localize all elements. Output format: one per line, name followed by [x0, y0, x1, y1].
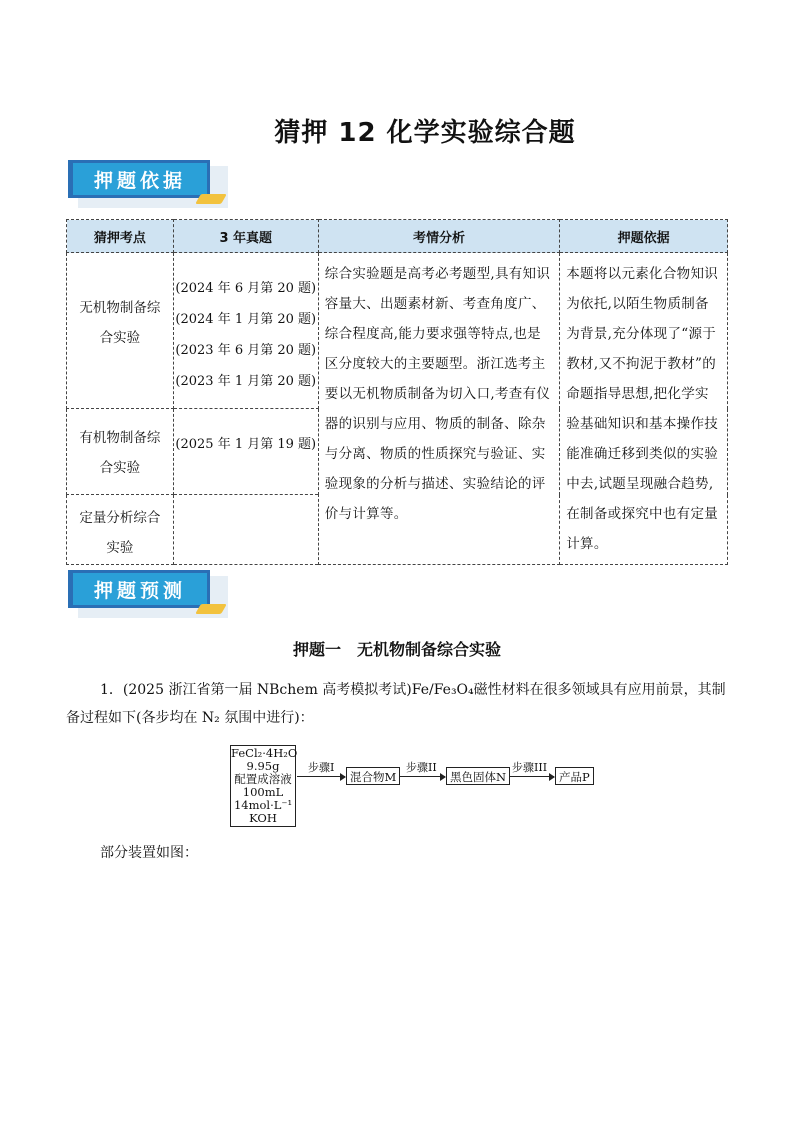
flow-box: 产品P	[555, 767, 594, 785]
header-cell: 考情分析	[318, 220, 559, 253]
topic-cell: 无机物制备综合实验	[67, 253, 174, 409]
process-flow-diagram	[230, 745, 600, 829]
year-item: (2025 年 1 月第 19 题)	[175, 437, 317, 452]
question-text: 1．(2025 浙江省第一届 NBchem 高考模拟考试)Fe/Fe₃O₄磁性材料在很多领域具有应用前景，其制备过程如下(各步均在 N₂ 氛围中进行)：	[66, 682, 726, 726]
years-cell	[173, 495, 318, 565]
header-cell: 3 年真题	[173, 220, 318, 253]
flow-step-label: 步骤II	[406, 761, 437, 774]
year-item: (2023 年 1 月第 20 题)	[175, 374, 317, 389]
flow-arrow	[297, 776, 345, 777]
header-cell: 押题依据	[560, 220, 728, 253]
basis-cell: 本题将以元素化合物知识为依托,以陌生物质制备为背景,充分体现了“源于教材,又不拘泥于教材”的命题指导思想,把化学实验基础知识和基本操作技能准确迁移到类似的实验中去,试题呈现融合趋势,在制备或探究中也有定量计算。	[560, 253, 728, 565]
banner-label: 押题预测	[70, 570, 210, 608]
flow-start-line: 100mL	[242, 785, 284, 799]
flow-arrow	[400, 776, 445, 777]
flow-start-box	[230, 745, 296, 827]
flow-step-label: 步骤I	[308, 761, 335, 774]
analysis-cell: 综合实验题是高考必考题型,具有知识容量大、出题素材新、考查角度广、综合程度高,能力要求强等特点,也是区分度较大的主要题型。浙江选考主要以无机物质制备为切入口,考查有仪器的识别与应用、物质的制备、除杂与分离、物质的性质探究与验证、实验现象的分析与描述、实验结论的评价与计算等。	[318, 253, 559, 565]
section-title: 押题一 无机物制备综合实验	[292, 640, 501, 659]
part-text: 部分装置如图：	[100, 845, 198, 861]
flow-box: 混合物M	[346, 767, 400, 785]
year-item: (2023 年 6 月第 20 题)	[175, 343, 317, 358]
section-banner-basis	[70, 160, 228, 212]
page-title: 猜押 12 化学实验综合题	[274, 118, 576, 148]
flow-start-line: FeCl₂·4H₂O	[231, 746, 298, 760]
banner-label: 押题依据	[70, 160, 210, 198]
topic-cell: 有机物制备综合实验	[67, 409, 174, 495]
flow-start-line: 9.95g	[246, 759, 280, 773]
header-cell: 猜押考点	[67, 220, 174, 253]
years-cell	[173, 409, 318, 495]
year-item: (2024 年 1 月第 20 题)	[175, 312, 317, 327]
table-row	[67, 253, 728, 409]
flow-box: 黑色固体N	[446, 767, 510, 785]
year-item: (2024 年 6 月第 20 题)	[175, 281, 317, 296]
basis-table	[66, 219, 728, 565]
flow-start-line: KOH	[249, 811, 277, 825]
table-header-row	[67, 220, 728, 253]
section-banner-prediction	[70, 570, 228, 622]
flow-start-line: 14mol·L⁻¹	[233, 798, 293, 812]
flow-start-line: 配置成溶液	[234, 772, 292, 786]
flow-step-label: 步骤III	[512, 761, 548, 774]
years-cell	[173, 253, 318, 409]
flow-arrow	[510, 776, 554, 777]
topic-cell: 定量分析综合实验	[67, 495, 174, 565]
